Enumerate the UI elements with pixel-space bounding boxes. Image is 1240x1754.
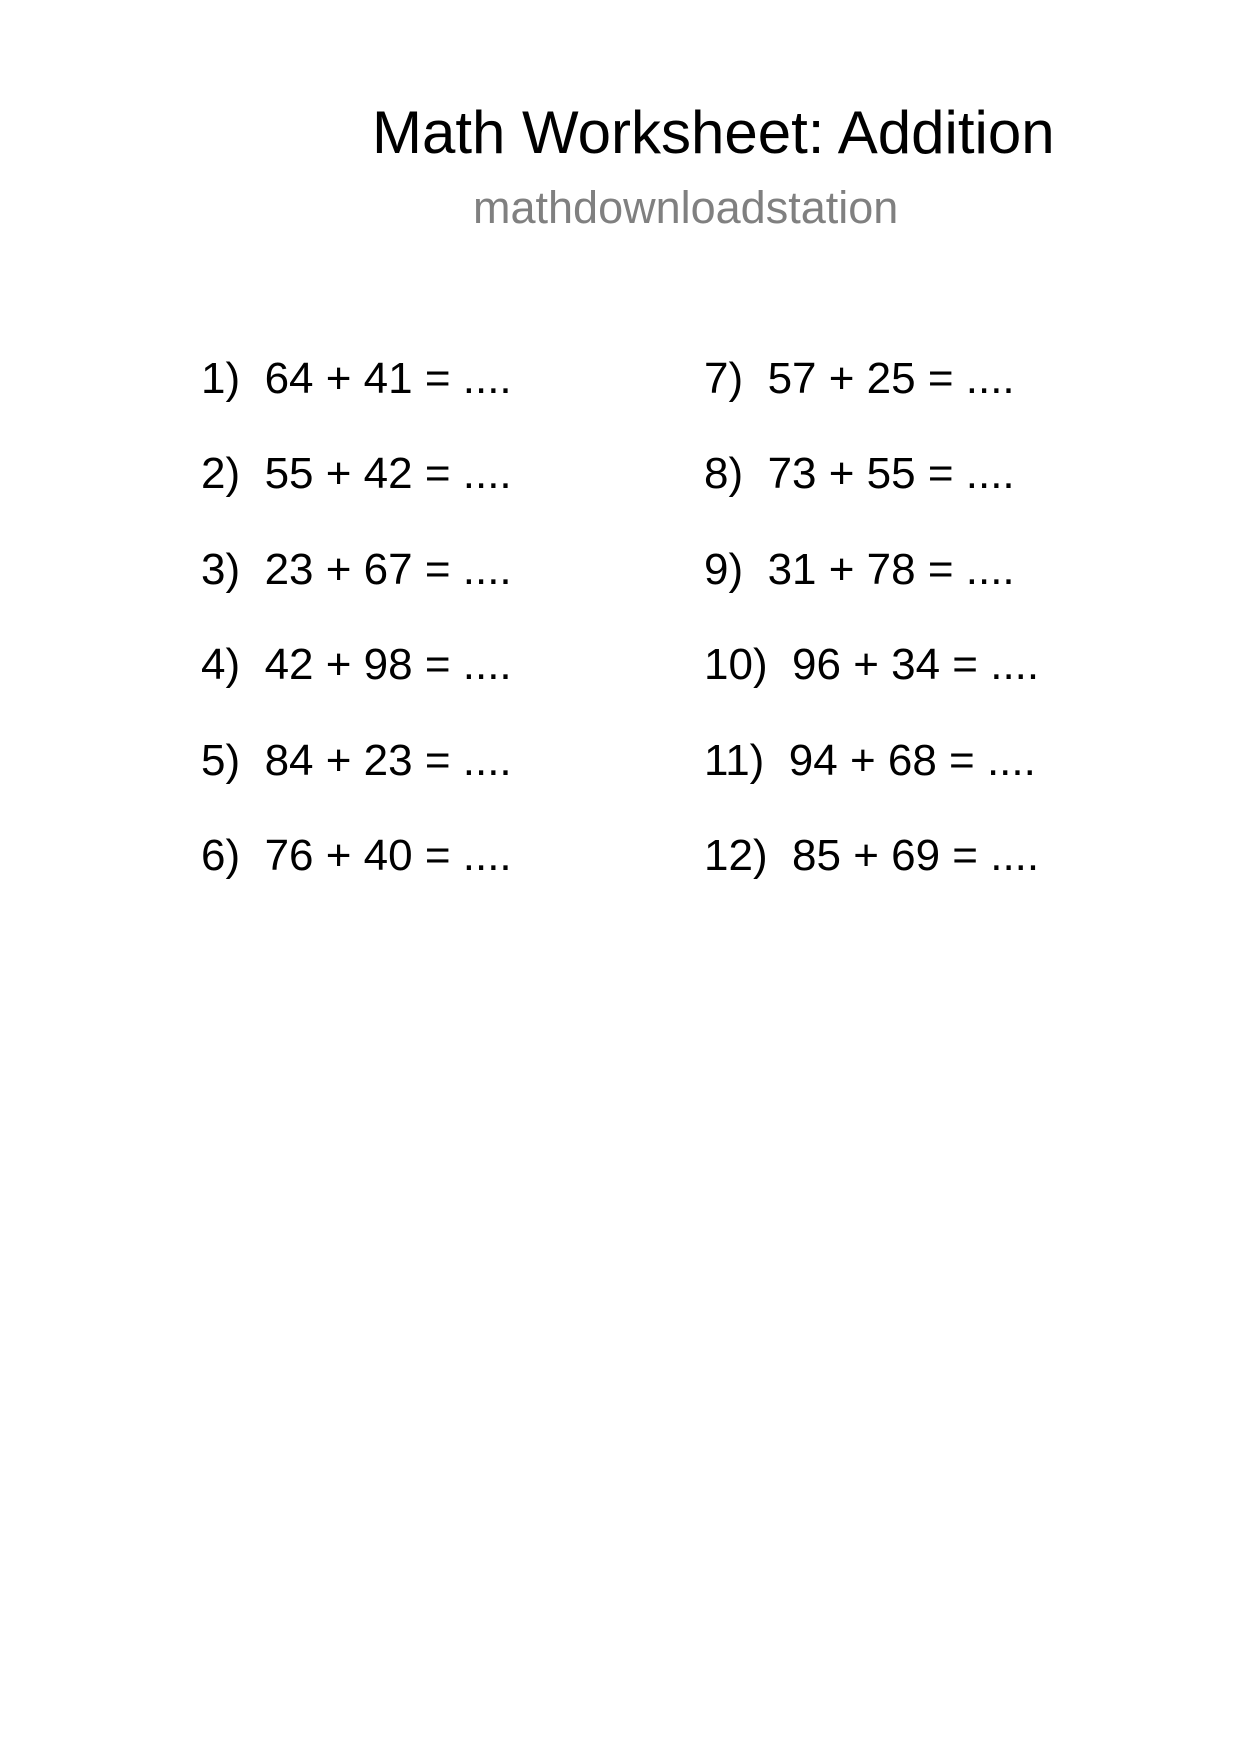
problem-3: 3) 23 + 67 = .... — [201, 544, 512, 594]
problems-column-right — [704, 353, 1039, 925]
problem-2: 2) 55 + 42 = .... — [201, 449, 512, 499]
problem-8: 8) 73 + 55 = .... — [704, 449, 1015, 499]
problem-10: 10) 96 + 34 = .... — [704, 640, 1040, 690]
problem-4: 4) 42 + 98 = .... — [201, 640, 512, 690]
worksheet-title: Math Worksheet: Addition — [372, 99, 1055, 166]
problem-12: 12) 85 + 69 = .... — [704, 830, 1040, 880]
problem-5: 5) 84 + 23 = .... — [201, 735, 512, 785]
problem-7: 7) 57 + 25 = .... — [704, 354, 1015, 403]
problems-column-left — [201, 353, 512, 925]
problem-9: 9) 31 + 78 = .... — [704, 544, 1015, 594]
problem-11: 11) 94 + 68 = .... — [704, 735, 1036, 785]
worksheet-source: mathdownloadstation — [473, 182, 899, 233]
problem-1: 1) 64 + 41 = .... — [201, 354, 512, 403]
problem-6: 6) 76 + 40 = .... — [201, 830, 512, 880]
